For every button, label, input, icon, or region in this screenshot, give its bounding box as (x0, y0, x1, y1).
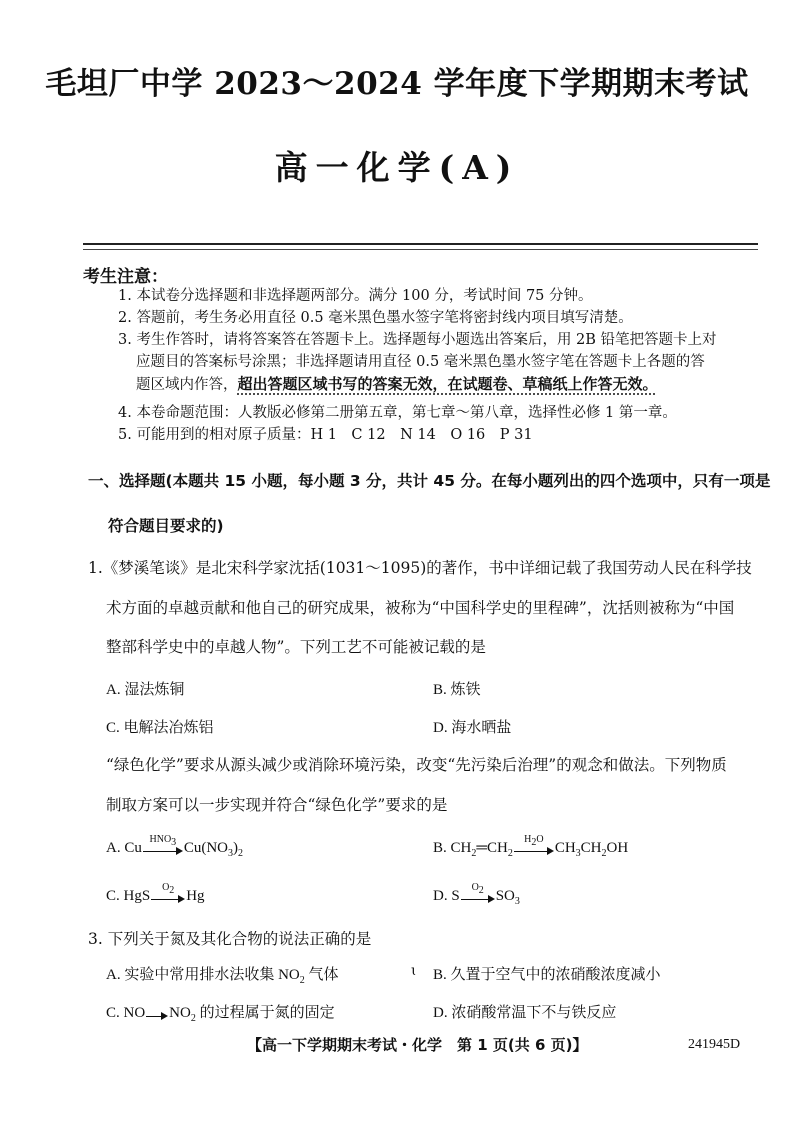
notice-item-3-cont2 (136, 373, 658, 396)
stray-mark: ɩ (411, 963, 417, 979)
q3-option-d: D. 浓硝酸常温下不与铁反应 (433, 1005, 617, 1021)
q3-stem: 3. 下列关于氮及其化合物的说法正确的是 (88, 930, 372, 948)
notice-item-3: 3. 考生作答时，请将答案答在答题卡上。选择题每小题选出答案后，用 2B 铅笔把答题卡上对 (118, 332, 717, 348)
reaction-arrow: $O_2$ (151, 890, 185, 904)
q1-option-c: C. 电解法冶炼铝 (106, 720, 214, 736)
notice-item-4: 4. 本卷命题范围：人教版必修第二册第五章，第七章～第八章，选择性必修 1 第一章。 (118, 405, 677, 421)
q2-option-b: B. $CH_2═CH_2$ $H_2O$ $CH_3CH_2OH$ (433, 833, 629, 859)
q1-option-a: A. 湿法炼铜 (106, 682, 185, 698)
q2-option-a: A. Cu $HNO_3$ $Cu(NO_3)_2$ (106, 833, 244, 859)
section-heading-cont: 符合题目要求的) (108, 517, 224, 535)
q1-line-3: 整部科学史中的卓越人物”。下列工艺不可能被记载的是 (106, 638, 486, 656)
exam-title: 毛坦厂中学 2023～2024 学年度下学期期末考试 (45, 66, 749, 102)
notice-item-5: 5. 可能用到的相对原子质量：H 1 C 12 N 14 O 16 P 31 (118, 427, 533, 443)
q3-option-c: C. NO $NO_2$ 的过程属于氮的固定 (106, 1005, 335, 1024)
notice-item-3-tail: 题区域内作答， (136, 377, 238, 393)
reaction-arrow: $H_2O$ (514, 842, 554, 856)
q3-option-a: A. 实验中常用排水法收集 $NO_2$ 气体 (106, 967, 339, 986)
q1-line-2: 术方面的卓越贡献和他自己的研究成果，被称为“中国科学史的里程碑”，沈括则被称为“中国 (106, 599, 735, 617)
reaction-arrow: $HNO_3$ (143, 842, 183, 856)
q2-line-1: “绿色化学”要求从源头减少或消除环境污染，改变“先污染后治理”的观念和做法。下列物质 (106, 756, 727, 774)
header-rule-thin (83, 249, 758, 250)
header-rule (83, 243, 758, 245)
short-arrow (146, 1007, 168, 1021)
exam-subtitle: 高一化学(A) (274, 148, 520, 187)
notice-item-3-cont: 应题目的答案标号涂黑；非选择题请用直径 0.5 毫米黑色墨水签字笔在答题卡上各题的答 (136, 354, 705, 370)
paper-code: 241945D (688, 1037, 741, 1052)
notice-title: 考生注意： (83, 267, 168, 287)
q2-line-2: 制取方案可以一步实现并符合“绿色化学”要求的是 (106, 796, 448, 814)
notice-warning: 超出答题区域书写的答案无效，在试题卷、草稿纸上作答无效。 (237, 375, 658, 393)
notice-item-1: 1. 本试卷分选择题和非选择题两部分。满分 100 分，考试时间 75 分钟。 (118, 288, 593, 304)
q1-line-1: 1.《梦溪笔谈》是北宋科学家沈括(1031～1095)的著作，书中详细记载了我国劳动人民在科学技 (88, 559, 752, 577)
section-heading: 一、选择题(本题共 15 小题，每小题 3 分，共计 45 分。在每小题列出的四个选项中，只有一项是 (88, 472, 771, 490)
q1-option-d: D. 海水晒盐 (433, 720, 512, 736)
q3-option-b: B. 久置于空气中的浓硝酸浓度减小 (433, 967, 661, 983)
page-footer: 【高一下学期期末考试・化学 第 1 页(共 6 页)】 (247, 1036, 588, 1054)
q2-option-c: C. HgS $O_2$ Hg (106, 881, 205, 904)
q1-option-b: B. 炼铁 (433, 682, 481, 698)
reaction-arrow: $O_2$ (461, 890, 495, 904)
notice-item-2: 2. 答题前，考生务必用直径 0.5 毫米黑色墨水签字笔将密封线内项目填写清楚。 (118, 310, 633, 326)
q2-option-d: D. S $O_2$ $SO_3$ (433, 881, 520, 907)
